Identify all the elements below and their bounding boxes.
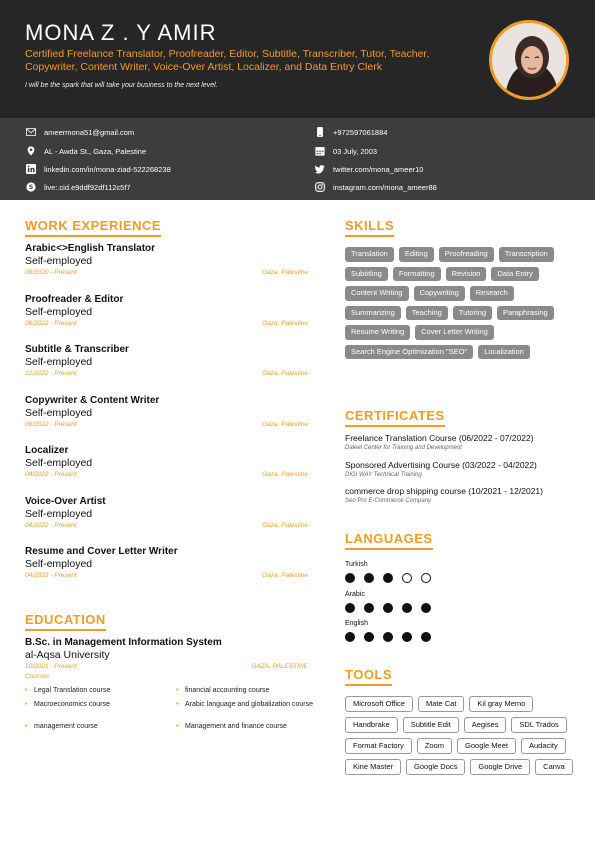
language-item xyxy=(345,560,431,583)
work-item-date: 08/2020 - Present xyxy=(25,269,77,276)
work-item-title: Proofreader & Editor xyxy=(25,294,124,305)
education-school: al-Aqsa University xyxy=(25,649,110,661)
contact-skype[interactable] xyxy=(26,182,131,192)
proficiency-dot xyxy=(345,573,355,583)
tools-list xyxy=(345,696,575,775)
work-item-company: Self-employed xyxy=(25,306,93,318)
resume-header xyxy=(0,0,595,118)
skill-tag: Proofreading xyxy=(439,247,494,262)
skill-tag: Search Engine Optimization "SEO" xyxy=(345,345,473,360)
proficiency-dot xyxy=(345,632,355,642)
certificate-name: Freelance Translation Course (06/2022 - 07/2022) xyxy=(345,433,534,443)
proficiency-dot xyxy=(383,603,393,613)
work-item-location: Gaza, Palestine xyxy=(262,421,308,428)
contact-twitter[interactable] xyxy=(315,164,423,174)
skill-tag: Resume Writing xyxy=(345,325,410,340)
work-item-date: 06/2022 - Present xyxy=(25,421,77,428)
tool-tag: SDL Trados xyxy=(511,717,566,733)
contact-address-text: AL - Awda St., Gaza, Palestine xyxy=(44,146,147,156)
language-level-dots xyxy=(345,573,431,583)
work-experience-heading: WORK EXPERIENCE xyxy=(25,218,161,237)
proficiency-dot xyxy=(402,573,412,583)
work-item-meta xyxy=(25,420,308,430)
work-item-date: 04/2022 - Present xyxy=(25,522,77,529)
tool-tag: Zoom xyxy=(417,738,452,754)
certificate-org: DIGI WAY Technical Training xyxy=(345,472,422,478)
work-item-date: 04/2022 - Present xyxy=(25,471,77,478)
language-name: Turkish xyxy=(345,561,368,568)
contact-address xyxy=(26,146,146,156)
tool-tag: Canva xyxy=(535,759,573,775)
skill-tag: Paraphrasing xyxy=(497,306,554,321)
work-item-title: Arabic<>English Translator xyxy=(25,243,156,254)
proficiency-dot xyxy=(364,573,374,583)
education-courses-label xyxy=(25,672,308,682)
education-location: GAZA, PALESTINE xyxy=(251,663,308,670)
skill-tag: Copywriting xyxy=(414,286,465,301)
tool-tag: Audacity xyxy=(521,738,566,754)
course-item: • Arabic language and globalization course xyxy=(185,700,315,709)
proficiency-dot xyxy=(402,632,412,642)
skype-icon xyxy=(26,182,36,192)
contact-birthdate-text: 03 July, 2003 xyxy=(333,146,378,156)
certificate-item xyxy=(345,433,575,452)
certificate-item xyxy=(345,486,575,505)
work-item-meta xyxy=(25,369,308,379)
work-item-meta xyxy=(25,319,308,329)
tool-tag: Aegises xyxy=(464,717,507,733)
work-item-meta xyxy=(25,521,308,531)
contact-twitter-text: twitter.com/mona_ameer10 xyxy=(333,164,424,174)
svg-text:S: S xyxy=(28,184,34,192)
proficiency-dot xyxy=(421,632,431,642)
tool-tag: Kine Master xyxy=(345,759,401,775)
skill-tag: Summarizing xyxy=(345,306,401,321)
work-item-title: Subtitle & Transcriber xyxy=(25,344,129,355)
contact-instagram-text: instagram.com/mona_ameer88 xyxy=(333,182,437,192)
certificate-org: Seo Pro E-Commerce Company xyxy=(345,498,432,504)
language-level-dots xyxy=(345,603,431,613)
work-item-title: Localizer xyxy=(25,445,69,456)
skill-tag: Formatting xyxy=(393,267,441,282)
education-degree: B.Sc. in Management Information System xyxy=(25,637,222,648)
courses-label: Courses xyxy=(25,673,50,680)
work-item xyxy=(25,395,308,430)
tool-tag: Mate Cat xyxy=(418,696,464,712)
contact-bar xyxy=(0,118,595,200)
candidate-tagline: I will be the spark that will take your business to the next level. xyxy=(25,82,218,89)
work-item xyxy=(25,546,308,581)
work-item-date: 12/2022 - Present xyxy=(25,370,77,377)
skills-list xyxy=(345,247,570,359)
candidate-name: MONA Z . Y AMIR xyxy=(25,20,217,45)
skill-tag: Tutoring xyxy=(453,306,492,321)
skill-tag: Content Writing xyxy=(345,286,409,301)
education-item xyxy=(25,637,308,682)
tool-tag: Format Factory xyxy=(345,738,412,754)
work-item-location: Gaza, Palestine xyxy=(262,370,308,377)
work-item-company: Self-employed xyxy=(25,407,93,419)
linkedin-icon xyxy=(26,164,36,174)
skills-heading: SKILLS xyxy=(345,218,394,237)
location-pin-icon xyxy=(26,146,36,156)
work-item-date: 06/2022 - Present xyxy=(25,320,77,327)
contact-phone[interactable] xyxy=(315,127,387,137)
work-item-company: Self-employed xyxy=(25,356,93,368)
skill-tag: Editing xyxy=(399,247,434,262)
language-level-dots xyxy=(345,632,431,642)
proficiency-dot xyxy=(383,573,393,583)
work-item-location: Gaza, Palestine xyxy=(262,522,308,529)
tool-tag: Google Meet xyxy=(457,738,516,754)
course-item: • Legal Translation course xyxy=(34,686,164,695)
education-meta xyxy=(25,662,308,672)
contact-linkedin-text: linkedin.com/in/mona-ziad-522268238 xyxy=(44,164,171,174)
mobile-phone-icon xyxy=(315,127,325,137)
work-item-meta xyxy=(25,268,308,278)
tool-tag: Microsoft Office xyxy=(345,696,413,712)
language-name: Arabic xyxy=(345,591,365,598)
profile-photo xyxy=(489,20,569,100)
work-item xyxy=(25,344,308,379)
contact-phone-text: +972597061884 xyxy=(333,127,388,137)
skill-tag: Transcription xyxy=(499,247,554,262)
certificate-name: commerce drop shipping course (10/2021 - 12/2021) xyxy=(345,486,543,496)
education-heading: EDUCATION xyxy=(25,612,106,631)
language-item xyxy=(345,590,431,613)
envelope-icon xyxy=(26,127,36,137)
skill-tag: Teaching xyxy=(406,306,448,321)
work-item-date: 04/2022 - Present xyxy=(25,572,77,579)
contact-email-text: ameermona51@gmail.com xyxy=(44,127,135,137)
proficiency-dot xyxy=(421,603,431,613)
contact-birthdate xyxy=(315,146,377,156)
contact-email[interactable] xyxy=(26,127,134,137)
work-item-company: Self-employed xyxy=(25,558,93,570)
tool-tag: Kil gray Memo xyxy=(469,696,533,712)
proficiency-dot xyxy=(402,603,412,613)
certificate-item xyxy=(345,460,575,479)
work-item xyxy=(25,445,308,480)
language-item xyxy=(345,619,431,642)
work-item-location: Gaza, Palestine xyxy=(262,572,308,579)
certificate-name: Sponsored Advertising Course (03/2022 - 04/2022) xyxy=(345,460,537,470)
proficiency-dot xyxy=(383,632,393,642)
avatar-portrait-icon xyxy=(492,23,569,100)
tool-tag: Google Docs xyxy=(406,759,465,775)
skill-tag: Translation xyxy=(345,247,394,262)
course-item: • Management and finance course xyxy=(185,722,315,731)
proficiency-dot xyxy=(345,603,355,613)
work-item-meta xyxy=(25,470,308,480)
languages-heading: LANGUAGES xyxy=(345,531,433,550)
skill-tag: Subtitling xyxy=(345,267,388,282)
work-item-title: Resume and Cover Letter Writer xyxy=(25,546,178,557)
work-item-location: Gaza, Palestine xyxy=(262,471,308,478)
work-item xyxy=(25,496,308,531)
work-item xyxy=(25,294,308,329)
proficiency-dot xyxy=(364,603,374,613)
skill-tag: Data Entry xyxy=(491,267,538,282)
skill-tag: Cover Letter Writing xyxy=(415,325,494,340)
skill-tag: Revision xyxy=(446,267,487,282)
course-item: • management course xyxy=(34,722,164,731)
instagram-icon xyxy=(315,182,325,192)
work-item xyxy=(25,243,308,278)
tools-heading: TOOLS xyxy=(345,667,392,686)
calendar-icon xyxy=(315,146,325,156)
skill-tag: Research xyxy=(470,286,514,301)
work-item-location: Gaza, Palestine xyxy=(262,320,308,327)
skill-tag: Localization xyxy=(478,345,530,360)
tool-tag: Google Drive xyxy=(470,759,530,775)
contact-linkedin[interactable] xyxy=(26,164,171,174)
certificate-org: Daleel Center for Training and Development xyxy=(345,445,462,451)
proficiency-dot xyxy=(364,632,374,642)
work-item-company: Self-employed xyxy=(25,508,93,520)
candidate-titles: Certified Freelance Translator, Proofreader, Editor, Subtitle, Transcriber, Tutor, Teacher, Copywriter, Content Writer, Voice-Over Artist, Localizer, and Data Entry Clerk xyxy=(25,48,430,73)
contact-skype-text: live:.cid.e9ddf92df112c5f7 xyxy=(44,182,131,192)
course-item: • financial accounting course xyxy=(185,686,315,695)
work-item-company: Self-employed xyxy=(25,255,93,267)
tool-tag: Handbrake xyxy=(345,717,398,733)
proficiency-dot xyxy=(421,573,431,583)
course-item: • Macroeconomics course xyxy=(34,700,164,709)
language-name: English xyxy=(345,620,368,627)
contact-instagram[interactable] xyxy=(315,182,437,192)
work-item-company: Self-employed xyxy=(25,457,93,469)
twitter-bird-icon xyxy=(315,164,325,174)
work-item-title: Voice-Over Artist xyxy=(25,496,106,507)
work-item-meta xyxy=(25,571,308,581)
certificates-heading: CERTIFICATES xyxy=(345,408,445,427)
work-item-title: Copywriter & Content Writer xyxy=(25,395,160,406)
work-item-location: Gaza, Palestine xyxy=(262,269,308,276)
tool-tag: Subtitle Edit xyxy=(403,717,459,733)
education-date: 10/2021 - Present xyxy=(25,663,77,670)
